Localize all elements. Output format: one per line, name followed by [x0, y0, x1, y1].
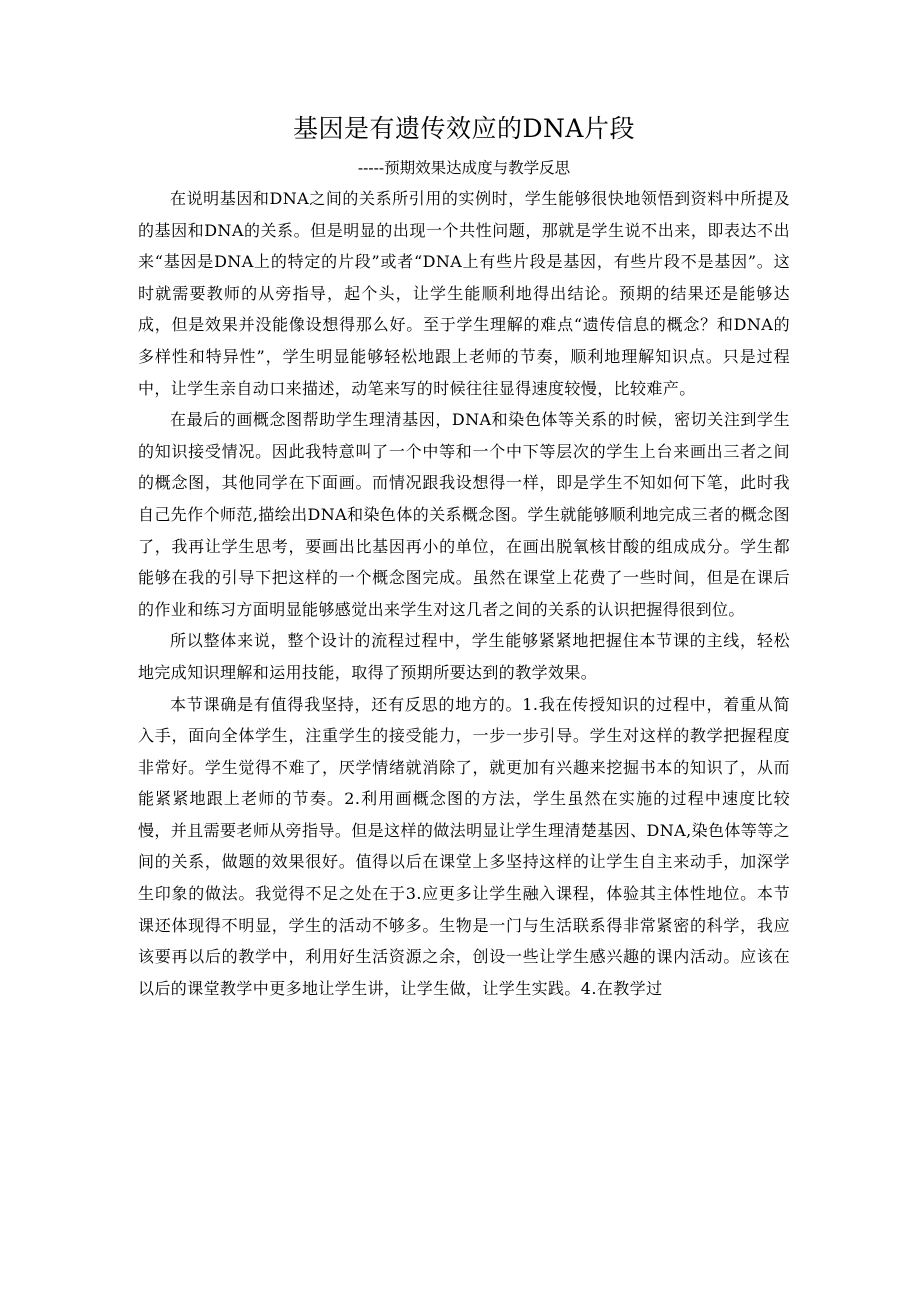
paragraph-1: 在说明基因和DNA之间的关系所引用的实例时，学生能够很快地领悟到资料中所提及的基因和DNA的关系。但是明显的出现一个共性问题，那就是学生说不出来，即表达不出来“基因是DNA上的特定的片段”或者“DNA上有些片段是基因，有些片段不是基因”。这时就需要教师的从旁指导，起个头，让学生能顺利地得出结论。预期的结果还是能够达成，但是效果并没能像设想得那么好。至于学生理解的难点“遗传信息的概念？和DNA的多样性和特异性”，学生明显能够轻松地跟上老师的节奏，顺利地理解知识点。只是过程中，让学生亲自动口来描述，动笔来写的时候往往显得速度较慢，比较难产。 [138, 189, 790, 398]
paragraph-2: 在最后的画概念图帮助学生理清基因，DNA和染色体等关系的时候，密切关注到学生的知识接受情况。因此我特意叫了一个中等和一个中下等层次的学生上台来画出三者之间的概念图，其他同学在下面画。而情况跟我设想得一样，即是学生不知如何下笔，此时我自己先作个师范,描绘出DNA和染色体的关系概念图。学生就能够顺利地完成三者的概念图了，我再让学生思考，要画出比基因再小的单位，在画出脱氧核甘酸的组成成分。学生都能够在我的引导下把这样的一个概念图完成。虽然在课堂上花费了一些时间，但是在课后的作业和练习方面明显能够感觉出来学生对这几者之间的关系的认识把握得很到位。 [138, 410, 790, 619]
document-title: 基因是有遗传效应的DNA片段 [293, 114, 635, 143]
document-subtitle: -----预期效果达成度与教学反思 [357, 159, 571, 177]
paragraph-3: 所以整体来说，整个设计的流程过程中，学生能够紧紧地把握住本节课的主线，轻松地完成知识理解和运用技能，取得了预期所要达到的教学效果。 [138, 631, 790, 682]
document-body [138, 183, 790, 1004]
paragraph-4: 本节课确是有值得我坚持，还有反思的地方的。1.我在传授知识的过程中，着重从简入手，面向全体学生，注重学生的接受能力，一步一步引导。学生对这样的教学把握程度非常好。学生觉得不难了，厌学情绪就消除了，就更加有兴趣来挖掘书本的知识了，从而能紧紧地跟上老师的节奏。2.利用画概念图的方法，学生虽然在实施的过程中速度比较慢，并且需要老师从旁指导。但是这样的做法明显让学生理清楚基因、DNA,染色体等等之间的关系，做题的效果很好。值得以后在课堂上多坚持这样的让学生自主来动手，加深学生印象的做法。我觉得不足之处在于3.应更多让学生融入课程，体验其主体性地位。本节课还体现得不明显，学生的活动不够多。生物是一门与生活联系得非常紧密的科学，我应该要再以后的教学中，利用好生活资源之余，创设一些让学生感兴趣的课内活动。应该在以后的课堂教学中更多地让学生讲，让学生做，让学生实践。4.在教学过 [138, 694, 790, 998]
